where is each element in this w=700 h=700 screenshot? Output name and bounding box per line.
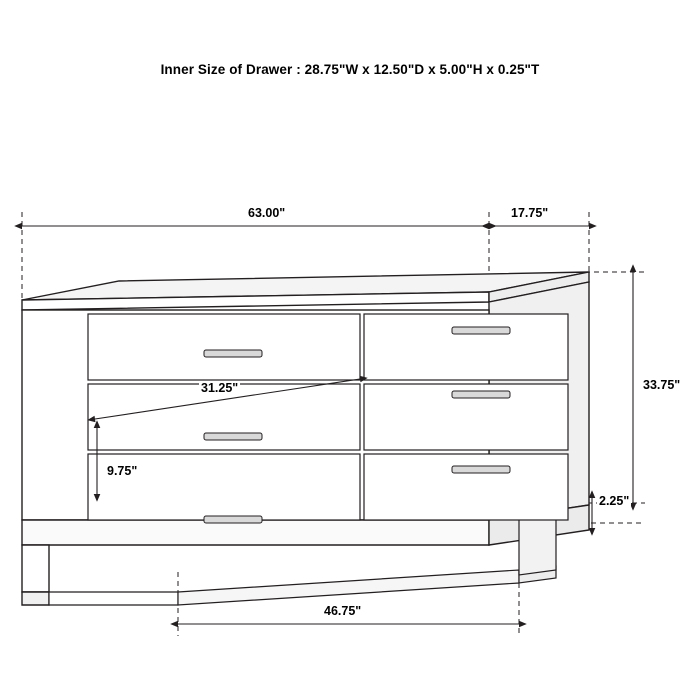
drawer-fronts — [88, 314, 568, 520]
drawer-pull — [204, 433, 262, 440]
drawer-front — [364, 454, 568, 520]
drawer-pull — [204, 516, 262, 523]
drawer-front — [364, 314, 568, 380]
drawer-pull — [452, 391, 510, 398]
dimension-label-drawer-height: 9.75" — [107, 464, 138, 478]
dimension-label-height: 33.75" — [643, 378, 681, 392]
drawer-pull — [452, 466, 510, 473]
page-title: Inner Size of Drawer : 28.75"W x 12.50"D x 5.00"H x 0.25"T — [160, 62, 540, 77]
dimension-label-width: 63.00" — [248, 206, 286, 220]
dimension-label-depth: 17.75" — [511, 206, 549, 220]
dimension-label-base-width: 46.75" — [324, 604, 362, 618]
dimension-label-plinth-height: 2.25" — [599, 494, 630, 508]
drawer-front — [88, 314, 360, 380]
dimension-label-drawer-width: 31.25" — [201, 381, 239, 395]
drawer-pull — [204, 350, 262, 357]
drawer-pull — [452, 327, 510, 334]
